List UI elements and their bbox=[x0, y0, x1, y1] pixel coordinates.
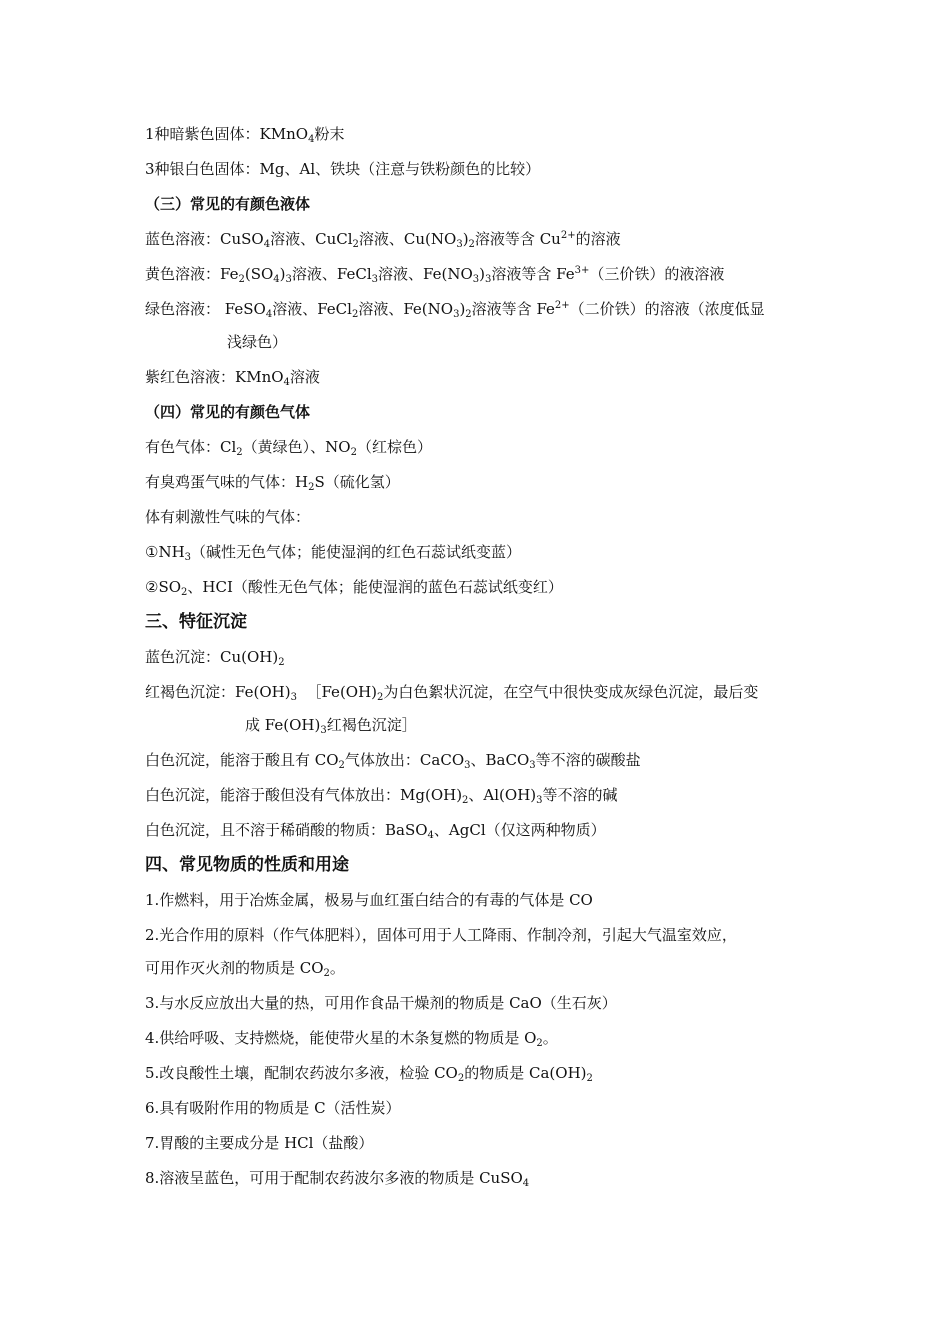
line-ppt-redbrown: 红褐色沉淀：$Fe(OH)_3$ $[Fe(OH)_2$为白色絮状沉淀，在空气中很快变成灰绿色沉淀，最后变 bbox=[145, 683, 759, 703]
line-liquid-purple: 紫红色溶液：KMnO$_4$溶液 bbox=[145, 368, 320, 388]
line-use-2: 2.光合作用的原料（作气体肥料），固体可用于人工降雨、作制冷剂，引起大气温室效应， bbox=[145, 926, 737, 944]
heading-colored-gases: （四）常见的有颜色气体 bbox=[145, 403, 311, 421]
line-ppt-white-carbonate: 白色沉淀，能溶于酸且有 $CO_2$气体放出：CaCO$_3$、BaCO$_3$等不溶的碳酸盐 bbox=[145, 751, 641, 771]
line-use-5: 5.改良酸性土壤，配制农药波尔多液，检验 $CO_2$的物质是 $Ca(OH)_2$ bbox=[145, 1064, 593, 1084]
line-ppt-blue: 蓝色沉淀：$Cu(OH)_2$ bbox=[145, 648, 285, 668]
line-gas-nh3: $①NH_3$（碱性无色气体；能使湿润的红色石蕊试纸变蓝） bbox=[145, 543, 522, 563]
heading-precipitates: 三、特征沉淀 bbox=[145, 612, 247, 632]
line-use-8: 8.溶液呈蓝色，可用于配制农药波尔多液的物质是 CuSO$_4$ bbox=[145, 1169, 530, 1189]
line-use-3: 3.与水反应放出大量的热，可用作食品干燥剂的物质是 CaO（生石灰） bbox=[145, 994, 617, 1012]
line-solid-silver: 3种银白色固体：Mg、Al、铁块（注意与铁粉颜色的比较） bbox=[145, 160, 541, 178]
line-ppt-white-insoluble: 白色沉淀，且不溶于稀硝酸的物质：BaSO$_4$、AgCl（仅这两种物质） bbox=[145, 821, 606, 841]
line-liquid-green-cont: 浅绿色） bbox=[227, 333, 288, 351]
line-liquid-blue: 蓝色溶液：CuSO$_4$溶液、CuCl$_2$溶液、$Cu(NO_3)_2$溶液等含 $Cu^{2+}$的溶液 bbox=[145, 230, 621, 250]
line-liquid-yellow: 黄色溶液：$Fe_2(SO_4)_3$溶液、FeCl$_3$溶液、$Fe(NO_3)_3$溶液等含 $Fe^{3+}$（三价铁）的液溶液 bbox=[145, 265, 725, 285]
heading-properties: 四、常见物质的性质和用途 bbox=[145, 855, 349, 875]
line-ppt-redbrown-cont: 成 $Fe(OH)_3$红褐色沉淀］ bbox=[245, 716, 417, 736]
line-use-1: 1.作燃料，用于冶炼金属，极易与血红蛋白结合的有毒的气体是 CO bbox=[145, 891, 593, 909]
line-use-6: 6.具有吸附作用的物质是 C（活性炭） bbox=[145, 1099, 401, 1117]
line-gas-so2: $②SO_2$、HCI（酸性无色气体；能使湿润的蓝色石蕊试纸变红） bbox=[145, 578, 563, 598]
line-gas-pungent: 体有刺激性气味的气体： bbox=[145, 508, 311, 526]
line-use-4: 4.供给呼吸、支持燃烧，能使带火星的木条复燃的物质是 $O_2$。 bbox=[145, 1029, 558, 1049]
line-use-2-cont: 可用作灭火剂的物质是 $CO_2$。 bbox=[145, 959, 345, 979]
heading-colored-liquids: （三）常见的有颜色液体 bbox=[145, 195, 311, 213]
line-use-7: 7.胃酸的主要成分是 HCl（盐酸） bbox=[145, 1134, 374, 1152]
line-gas-h2s: 有臭鸡蛋气味的气体：$H_2S$（硫化氢） bbox=[145, 473, 400, 493]
document-page bbox=[145, 124, 825, 1203]
line-gas-colored: 有色气体：$Cl_2$（黄绿色）、$NO_2$（红棕色） bbox=[145, 438, 432, 458]
line-liquid-green: 绿色溶液： FeSO$_4$溶液、FeCl$_2$溶液、$Fe(NO_3)_2$溶液等含 $Fe^{2+}$（二价铁）的溶液（浓度低显 bbox=[145, 300, 765, 320]
line-solid-kmno4: 1种暗紫色固体：KMnO$_4$粉末 bbox=[145, 125, 345, 145]
line-ppt-white-base: 白色沉淀，能溶于酸但没有气体放出：$Mg(OH)_2$、$Al(OH)_3$等不溶的碱 bbox=[145, 786, 618, 806]
